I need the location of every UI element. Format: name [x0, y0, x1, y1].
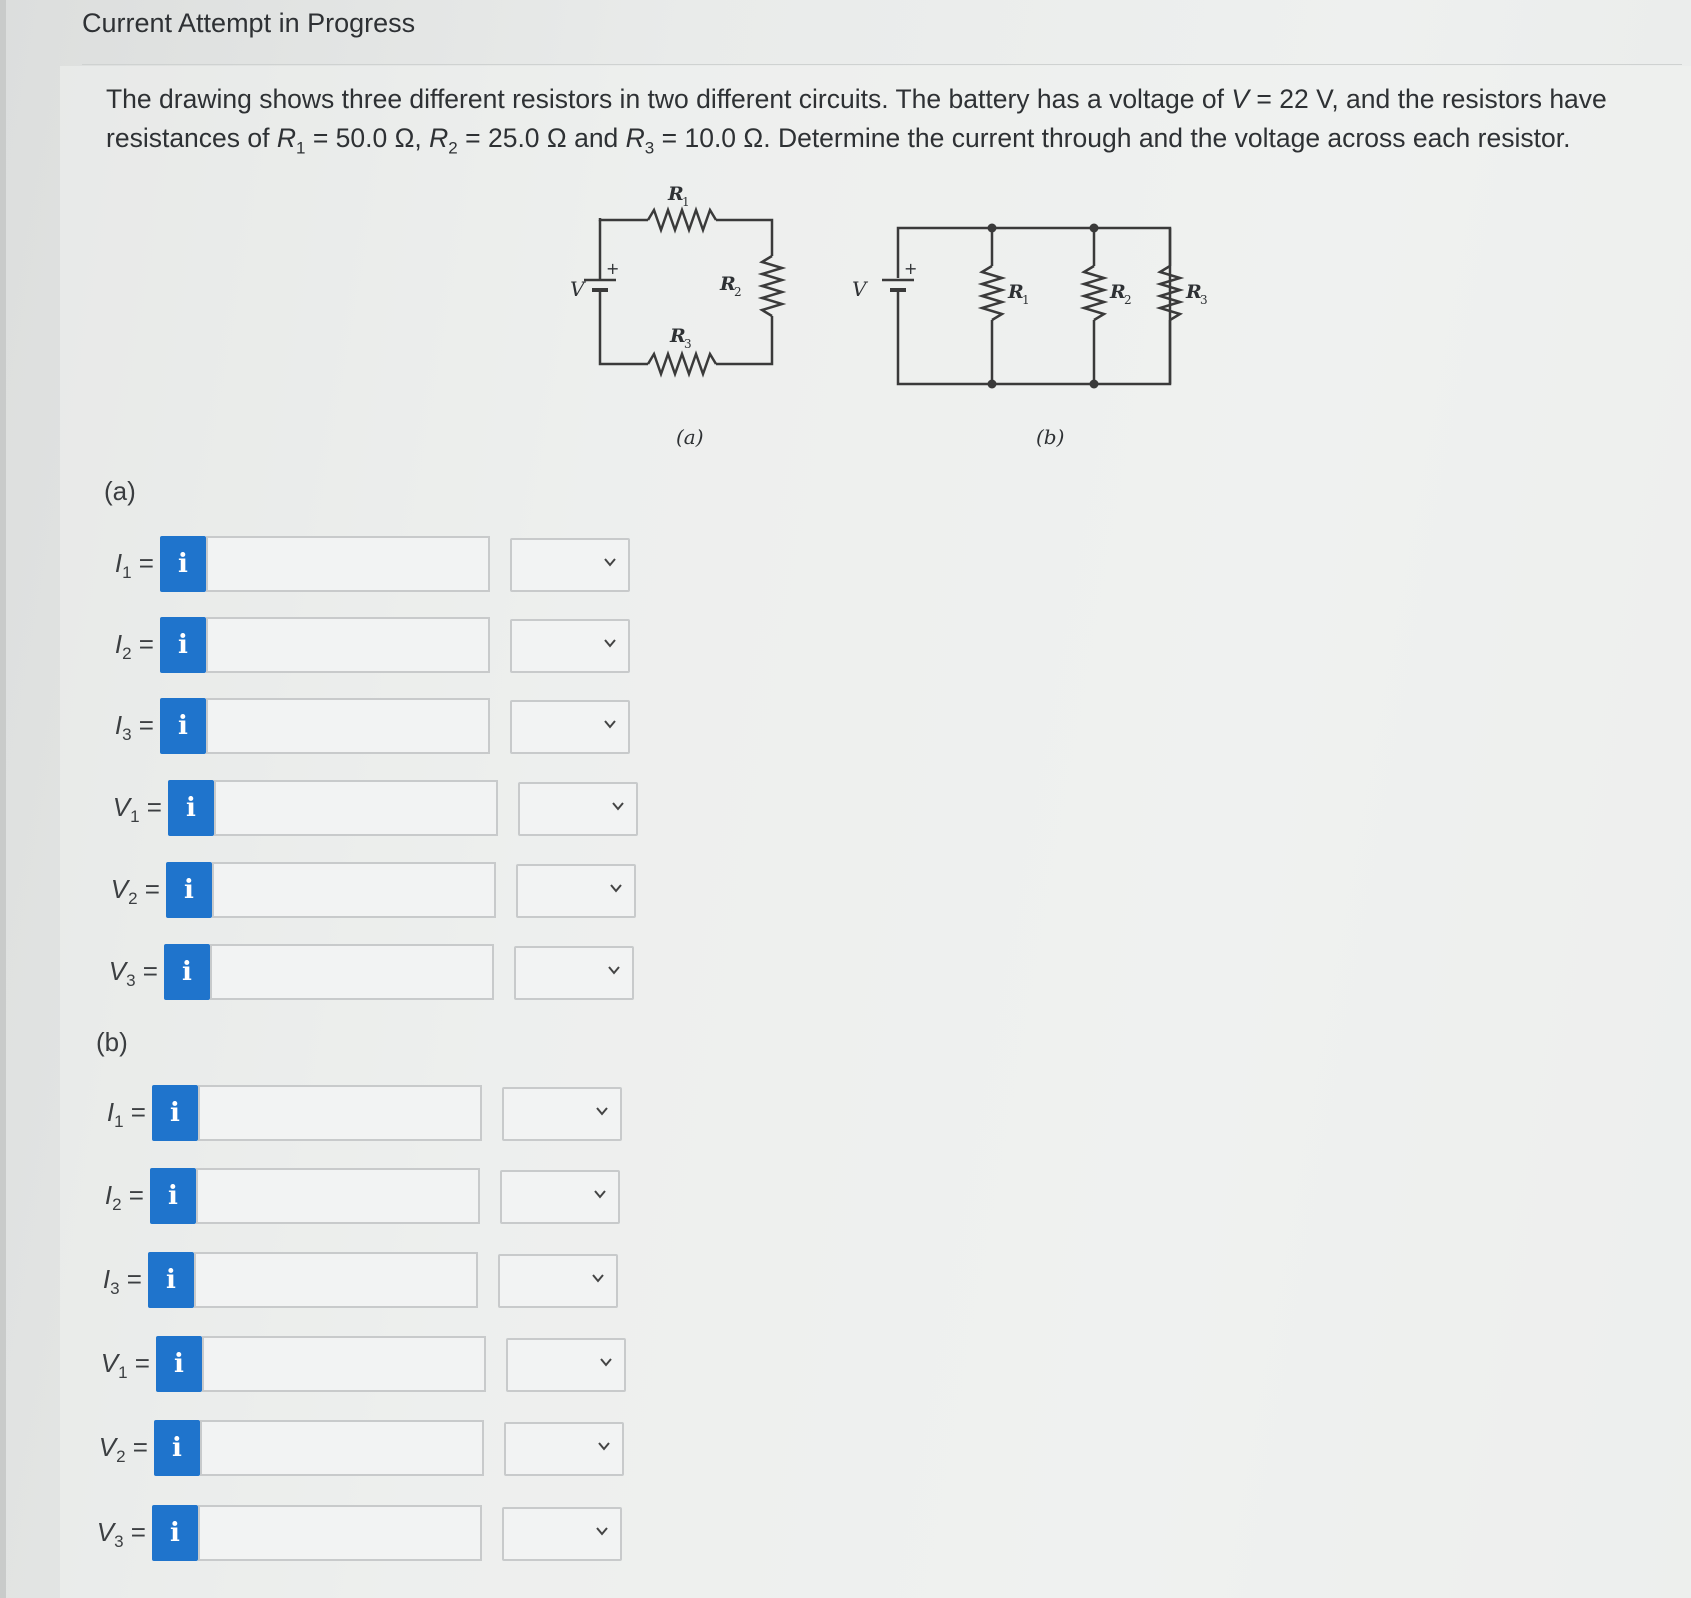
- resistor-a-r3-label: R: [670, 325, 686, 347]
- question-intro: The drawing shows three different resistors in two different circuits. The battery has a voltage of: [106, 84, 1232, 114]
- battery-b: [882, 280, 914, 300]
- chevron-down-icon: [602, 635, 618, 651]
- battery-a-label: V: [570, 277, 585, 301]
- junction-dots: [988, 224, 1099, 389]
- var-symbol: I: [114, 710, 123, 740]
- info-button[interactable]: i: [148, 1252, 194, 1308]
- var-symbol: I: [106, 1097, 115, 1127]
- answer-input[interactable]: [206, 536, 490, 592]
- unit-select[interactable]: [518, 782, 638, 836]
- var-symbol: V: [96, 1517, 115, 1547]
- variable-label: [90, 1432, 148, 1467]
- variable-label: [96, 710, 154, 745]
- variable-label: [88, 1517, 146, 1552]
- unit-select[interactable]: [500, 1170, 620, 1224]
- caption-a: (a): [676, 425, 704, 449]
- unit-select[interactable]: [510, 700, 630, 754]
- info-button[interactable]: i: [154, 1420, 200, 1476]
- chevron-down-icon: [594, 1103, 610, 1119]
- part-a-label: (a): [104, 476, 136, 506]
- answer-input[interactable]: [194, 1252, 478, 1308]
- info-button[interactable]: i: [164, 944, 210, 1000]
- chevron-down-icon: [598, 1354, 614, 1370]
- chevron-down-icon: [590, 1270, 606, 1286]
- resistor-a-r2-sub: 2: [734, 285, 742, 299]
- circuit-diagram: [540, 170, 1260, 460]
- resistor-b-r3-group: [1160, 228, 1180, 384]
- chevron-down-icon: [610, 798, 626, 814]
- resistor-b-r2-label: R: [1110, 281, 1126, 303]
- answer-input[interactable]: [202, 1336, 486, 1392]
- question-v-symbol: V: [1231, 84, 1250, 114]
- var-sub: 3: [110, 1279, 120, 1299]
- var-symbol: V: [100, 1348, 119, 1378]
- info-button[interactable]: i: [156, 1336, 202, 1392]
- info-button[interactable]: i: [160, 536, 206, 592]
- question-v-value: = 22 V, and the resistors have resistances of: [106, 84, 1607, 153]
- chevron-down-icon: [606, 962, 622, 978]
- resistor-b-r1: [982, 266, 1002, 320]
- question-r3-symbol: R: [625, 123, 645, 153]
- answer-input[interactable]: [212, 862, 496, 918]
- question-r1-value: = 50.0 Ω,: [305, 123, 430, 153]
- info-button[interactable]: i: [166, 862, 212, 918]
- var-symbol: V: [108, 956, 127, 986]
- answer-input[interactable]: [214, 780, 498, 836]
- answer-input[interactable]: [200, 1420, 484, 1476]
- var-sub: 2: [122, 644, 132, 664]
- info-button[interactable]: i: [168, 780, 214, 836]
- info-button[interactable]: i: [150, 1168, 196, 1224]
- resistor-a-r3-sub: 3: [684, 337, 692, 351]
- chevron-down-icon: [594, 1523, 610, 1539]
- question-text: [106, 80, 1666, 167]
- var-sub: 1: [118, 1363, 128, 1383]
- var-eq: =: [125, 1432, 148, 1462]
- var-sub: 1: [114, 1112, 124, 1132]
- variable-label: [88, 1097, 146, 1132]
- wire-a-bottom-left: [600, 300, 648, 364]
- var-eq: =: [139, 792, 162, 822]
- variable-label: [96, 629, 154, 664]
- var-eq: =: [123, 1097, 146, 1127]
- variable-label: [102, 874, 160, 909]
- answer-input[interactable]: [206, 698, 490, 754]
- chevron-down-icon: [602, 554, 618, 570]
- var-symbol: V: [112, 792, 131, 822]
- question-r1-symbol: R: [276, 123, 296, 153]
- question-r3-value: = 10.0 Ω. Determine the current through and the voltage across each resistor.: [654, 123, 1571, 153]
- junction-dot: [1090, 224, 1099, 233]
- circuit-diagram-svg: [540, 170, 1260, 460]
- unit-select[interactable]: [502, 1087, 622, 1141]
- question-r3-sub: 3: [644, 138, 655, 158]
- var-symbol: V: [110, 874, 129, 904]
- var-sub: 3: [114, 1532, 124, 1552]
- resistor-a-r2-label: R: [720, 273, 736, 295]
- question-r1-sub: 1: [296, 138, 306, 158]
- var-symbol: V: [98, 1432, 117, 1462]
- wire-a-top-right: [716, 220, 772, 256]
- header-divider: [82, 64, 1682, 65]
- variable-label: [84, 1264, 142, 1299]
- var-sub: 3: [126, 971, 136, 991]
- unit-select[interactable]: [516, 864, 636, 918]
- chevron-down-icon: [608, 880, 624, 896]
- unit-select[interactable]: [504, 1422, 624, 1476]
- variable-label: [92, 1348, 150, 1383]
- resistor-a-r1-label: R: [668, 183, 684, 205]
- var-eq: =: [131, 710, 154, 740]
- var-eq: =: [137, 874, 160, 904]
- var-symbol: I: [114, 548, 123, 578]
- variable-label: [86, 1180, 144, 1215]
- resistor-b-r1-label: R: [1008, 281, 1024, 303]
- variable-label: [96, 548, 154, 583]
- battery-b-label: V: [852, 277, 867, 301]
- var-eq: =: [123, 1517, 146, 1547]
- var-sub: 2: [116, 1447, 126, 1467]
- info-button[interactable]: i: [152, 1085, 198, 1141]
- var-sub: 2: [128, 889, 138, 909]
- junction-dot: [988, 224, 997, 233]
- part-b-label: (b): [96, 1027, 128, 1057]
- resistor-a-r3: [648, 354, 716, 374]
- var-eq: =: [131, 629, 154, 659]
- left-edge: [0, 0, 6, 1598]
- junction-dot: [1090, 380, 1099, 389]
- unit-select[interactable]: [510, 619, 630, 673]
- info-button[interactable]: i: [152, 1505, 198, 1561]
- unit-select[interactable]: [502, 1507, 622, 1561]
- chevron-down-icon: [602, 716, 618, 732]
- var-eq: =: [131, 548, 154, 578]
- var-eq: =: [119, 1264, 142, 1294]
- chevron-down-icon: [592, 1186, 608, 1202]
- var-eq: =: [121, 1180, 144, 1210]
- battery-a: [584, 278, 616, 300]
- resistor-b-r3: [1160, 266, 1180, 320]
- resistor-a-r1-sub: 1: [682, 195, 690, 209]
- unit-select[interactable]: [506, 1338, 626, 1392]
- unit-select[interactable]: [510, 538, 630, 592]
- resistor-b-r2-sub: 2: [1124, 293, 1132, 307]
- answer-input[interactable]: [206, 617, 490, 673]
- resistor-b-r3-label: R: [1186, 281, 1202, 303]
- resistor-b-r2: [1084, 266, 1104, 320]
- caption-b: (b): [1036, 425, 1065, 449]
- junction-dot: [988, 380, 997, 389]
- unit-select[interactable]: [514, 946, 634, 1000]
- battery-b-plus: +: [904, 259, 918, 278]
- question-r2-sub: 2: [448, 138, 458, 158]
- variable-label: [104, 792, 162, 827]
- chevron-down-icon: [596, 1438, 612, 1454]
- variable-label: [100, 956, 158, 991]
- page-title: Current Attempt in Progress: [82, 8, 416, 38]
- var-sub: 2: [112, 1195, 122, 1215]
- resistor-a-r2: [762, 256, 782, 316]
- var-symbol: I: [102, 1264, 111, 1294]
- info-button[interactable]: i: [160, 698, 206, 754]
- answer-input[interactable]: [198, 1505, 482, 1561]
- answer-input[interactable]: [198, 1085, 482, 1141]
- answer-input[interactable]: [196, 1168, 480, 1224]
- info-button[interactable]: i: [160, 617, 206, 673]
- answer-input[interactable]: [210, 944, 494, 1000]
- battery-a-plus: +: [606, 259, 620, 278]
- resistor-a-r1: [648, 210, 716, 230]
- var-eq: =: [127, 1348, 150, 1378]
- wire-a-top-left: [600, 218, 648, 220]
- question-r2-symbol: R: [429, 123, 449, 153]
- resistor-b-r3-sub: 3: [1200, 293, 1208, 307]
- var-sub: 1: [130, 807, 140, 827]
- question-r2-value: = 25.0 Ω and: [457, 123, 626, 153]
- var-sub: 3: [122, 725, 132, 745]
- var-eq: =: [135, 956, 158, 986]
- var-sub: 1: [122, 563, 132, 583]
- var-symbol: I: [104, 1180, 113, 1210]
- unit-select[interactable]: [498, 1254, 618, 1308]
- resistor-b-r1-sub: 1: [1022, 293, 1030, 307]
- wire-a-right-bottom: [716, 316, 772, 364]
- var-symbol: I: [114, 629, 123, 659]
